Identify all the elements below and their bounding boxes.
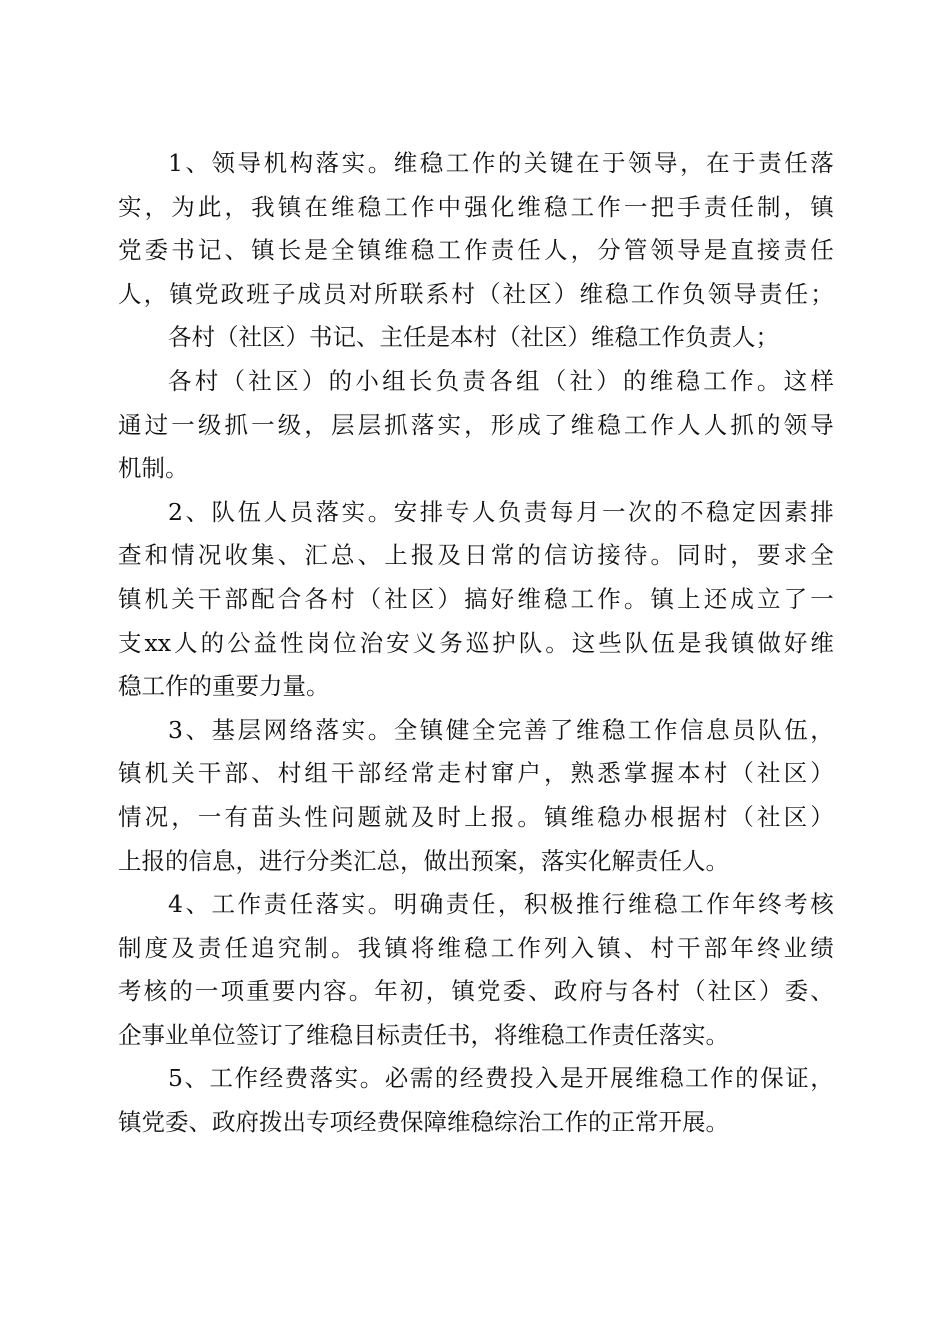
text-line: 各 村 （ 社 区 ） 书 记 、 主 任 是 本 村 （ 社 区 ） 维 稳 工 作 负 责 人 ；: [168, 323, 779, 352]
text-line: 2 、 队 伍 人 员 落 实 。 安 排 专 人 负 责 每 月 一 次 的 不 稳 定 因 素 排: [168, 497, 834, 526]
text-line: 1 、 领 导 机 构 落 实 。 维 稳 工 作 的 关 键 在 于 领 导 ， 在 于 责 任 落: [168, 149, 834, 177]
text-line: 考 核 的 一 项 重 要 内 容 。 年 初 ， 镇 党 委 、 政 府 与 各 村 （ 社 区 ） 委 、: [118, 977, 834, 1006]
text-line: 5 、 工 作 经 费 落 实 。 必 需 的 经 费 投 入 是 开 展 维 稳 工 作 的 保 证 ，: [168, 1064, 834, 1093]
text-line: 3 、 基 层 网 络 落 实 。 全 镇 健 全 完 善 了 维 稳 工 作 信 息 员 队 伍 ，: [168, 715, 834, 744]
document-body: [118, 142, 834, 1145]
text-line: 镇 党 委 、 政 府 拨 出 专 项 经 费 保 障 维 稳 综 治 工 作 的 正 常 开 展 。: [118, 1108, 729, 1137]
text-line: 制 度 及 责 任 追 究 制 。 我 镇 将 维 稳 工 作 列 入 镇 、 村 干 部 年 终 业 绩: [118, 933, 834, 962]
text-line: 情 况 ， 一 有 苗 头 性 问 题 就 及 时 上 报 。 镇 维 稳 办 根 据 村 （ 社 区 ）: [118, 802, 834, 831]
text-line: 镇 机 关 干 部 、 村 组 干 部 经 常 走 村 窜 户 ， 熟 悉 掌 握 本 村 （ 社 区 ）: [118, 759, 834, 788]
text-line: 实 ， 为 此 ， 我 镇 在 维 稳 工 作 中 强 化 维 稳 工 作 一 把 手 责 任 制 ， 镇: [118, 192, 834, 221]
text-line: 稳 工 作 的 重 要 力 量 。: [118, 672, 330, 701]
text-line: 上 报 的 信 息 ， 进 行 分 类 汇 总 ， 做 出 预 案 ， 落 实 化 解 责 任 人 。: [118, 846, 729, 875]
text-line: 查 和 情 况 收 集 、 汇 总 、 上 报 及 日 常 的 信 访 接 待 。 同 时 ， 要 求 全: [118, 541, 834, 570]
text-line: 支 xx 人 的 公 益 性 岗 位 治 安 义 务 巡 护 队 。 这 些 队 伍 是 我 镇 做 好 维: [118, 628, 834, 657]
text-line: 镇 机 关 干 部 配 合 各 村 （ 社 区 ） 搞 好 维 稳 工 作 。 镇 上 还 成 立 了 一: [118, 584, 834, 613]
text-line: 人 ， 镇 党 政 班 子 成 员 对 所 联 系 村 （ 社 区 ） 维 稳 工 作 负 领 导 责 任 ；: [118, 279, 834, 308]
text-line: 党 委 书 记 、 镇 长 是 全 镇 维 稳 工 作 责 任 人 ， 分 管 领 导 是 直 接 责 任: [118, 236, 834, 265]
text-line: 各 村 （ 社 区 ） 的 小 组 长 负 责 各 组 （ 社 ） 的 维 稳 工 作 。 这 样: [168, 366, 834, 395]
text-line: 机 制 。: [118, 454, 189, 483]
text-line: 企 事 业 单 位 签 订 了 维 稳 目 标 责 任 书 ， 将 维 稳 工 作 责 任 落 实 。: [118, 1020, 729, 1049]
text-line: 通 过 一 级 抓 一 级 ， 层 层 抓 落 实 ， 形 成 了 维 稳 工 作 人 人 抓 的 领 导: [118, 410, 834, 439]
text-line: 4 、 工 作 责 任 落 实 。 明 确 责 任 ， 积 极 推 行 维 稳 工 作 年 终 考 核: [168, 890, 834, 919]
